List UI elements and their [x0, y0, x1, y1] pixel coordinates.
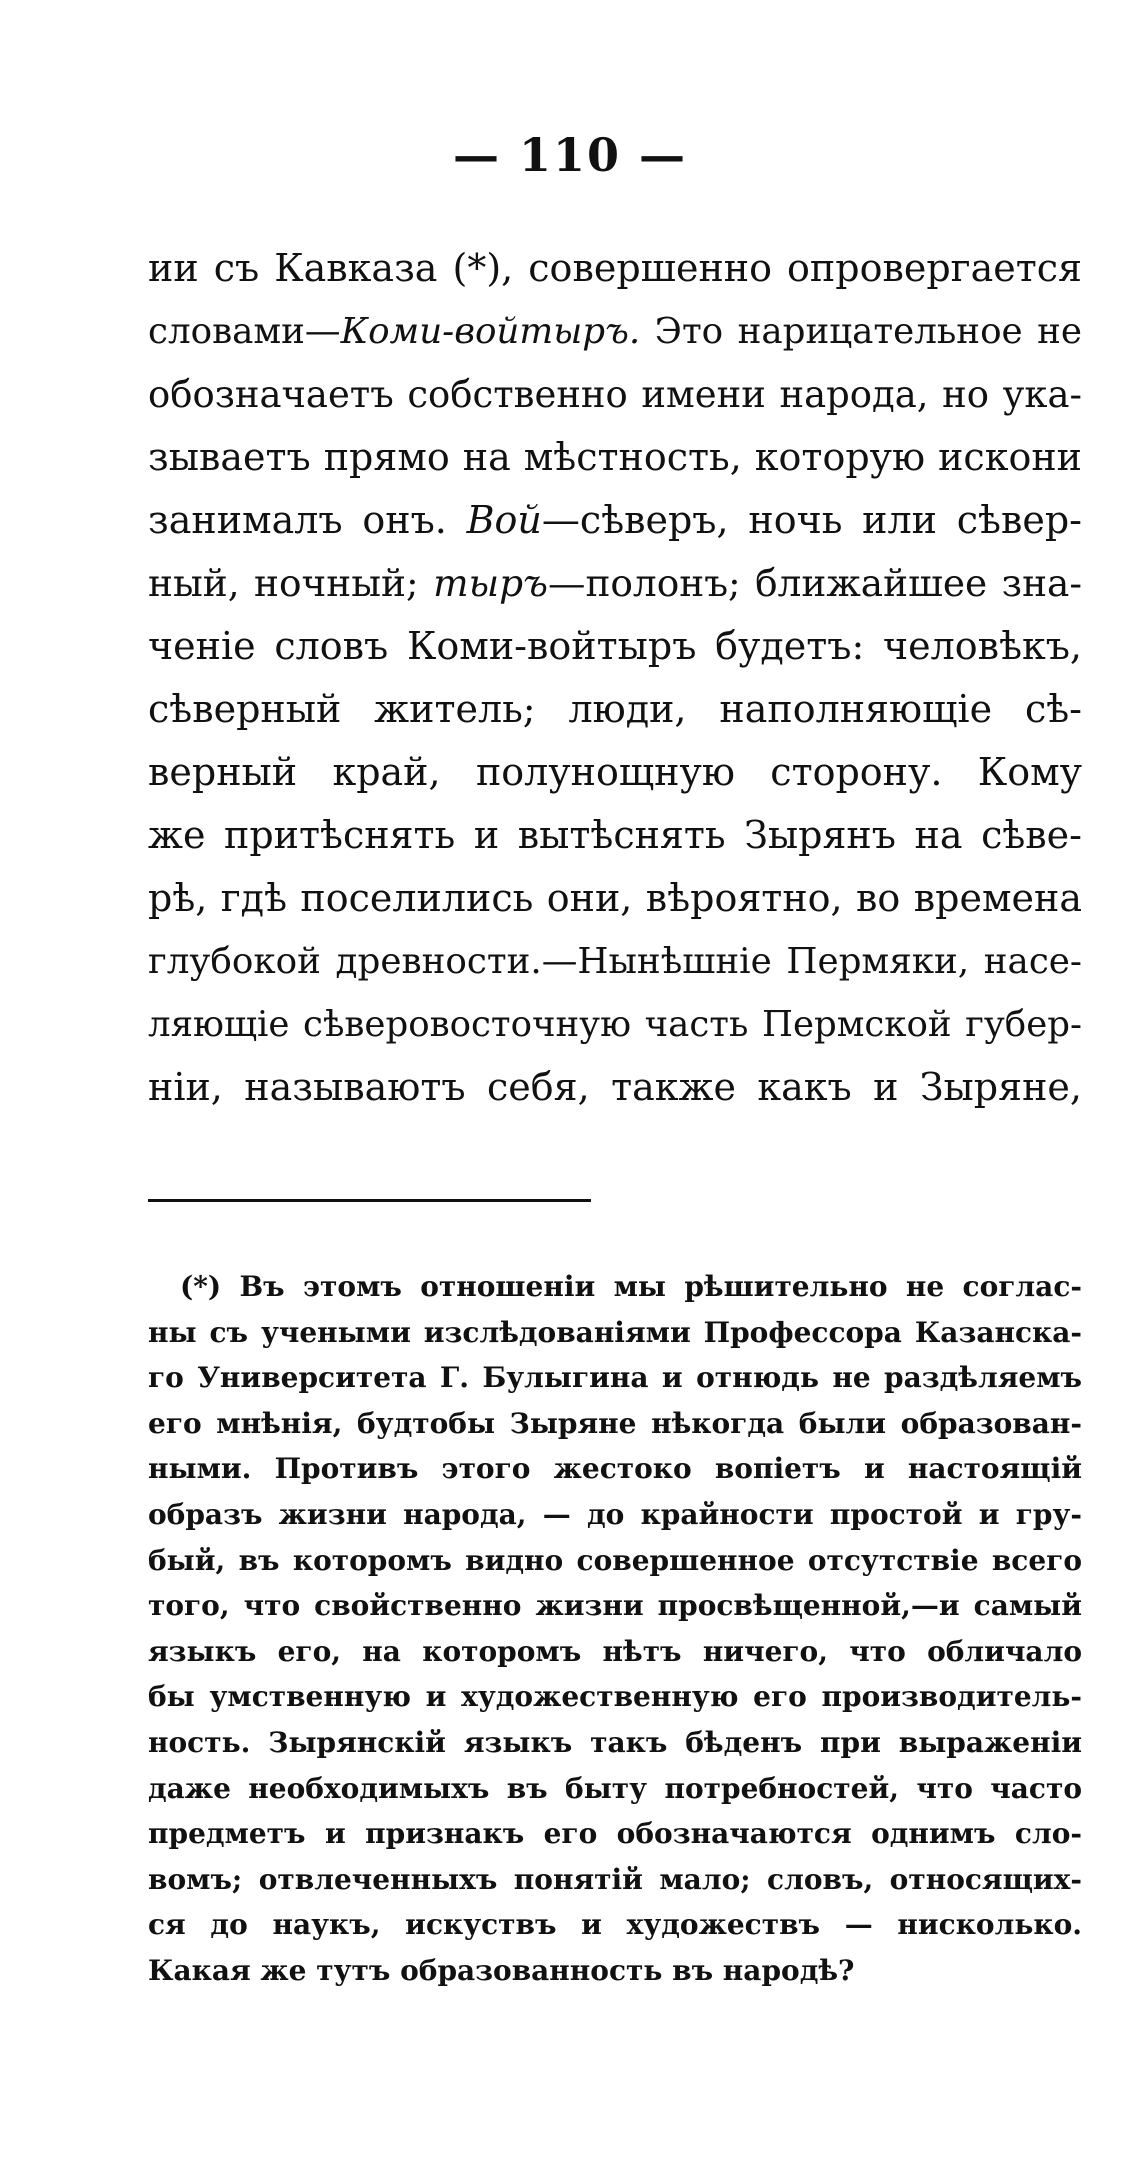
text-line: же притѣснять и вытѣснять Зырянъ на сѣве- [148, 813, 1082, 857]
text-line: ляющіе сѣверовосточную часть Пермской губер- [148, 1004, 1082, 1045]
text-line: зываетъ прямо на мѣстность, которую искони [148, 435, 1082, 479]
main-text [148, 237, 1082, 1119]
footnote-line: предметъ и признакъ его обозначаются однимъ сло- [148, 1817, 1082, 1851]
footnote-line: (*) Въ этомъ отношеніи мы рѣшительно не соглас- [180, 1270, 1082, 1303]
footnote-line: даже необходимыхъ въ быту потребностей, что часто [148, 1771, 1082, 1805]
footnote-line: его мнѣнія, будтобы Зыряне нѣкогда были образован- [148, 1406, 1082, 1440]
text-line: ченіе словъ Коми-войтыръ будетъ: человѣкъ, [148, 624, 1082, 668]
text-line: глубокой древности.—Нынѣшніе Пермяки, насе- [148, 941, 1082, 982]
italic-term: Коми-войтыръ. [340, 311, 641, 352]
text-line: словами—Коми-войтыръ. Это нарицательное не [148, 311, 1082, 352]
text-line: обозначаетъ собственно имени народа, но ука- [148, 373, 1082, 416]
footnote-line: бы умственную и художественную его производитель- [148, 1680, 1082, 1714]
footnote-line: вомъ; отвлеченныхъ понятій мало; словъ, относящих- [148, 1862, 1082, 1896]
footnote-line: ными. Противъ этого жестоко вопіетъ и настоящій [148, 1452, 1082, 1486]
text-line: занималъ онъ. Вой—сѣверъ, ночь или сѣвер- [148, 498, 1083, 542]
text-line: верный край, полунощную сторону. Кому [148, 750, 1082, 794]
footnote-line: того, что свойственно жизни просвѣщенной,—и самый [148, 1589, 1082, 1623]
footnote-line: Какая же тутъ образованность въ народѣ? [148, 1953, 855, 1987]
text-line: ии съ Кавказа (*), совершенно опровергается [148, 246, 1082, 290]
footnote-line: ность. Зырянскій языкъ такъ бѣденъ при выраженіи [148, 1725, 1082, 1759]
footnote-line: образъ жизни народа, — до крайности простой и гру- [148, 1497, 1082, 1531]
text-line: ніи, называютъ себя, также какъ и Зыряне, [148, 1065, 1082, 1109]
footnote-line: ны съ учеными изслѣдованіями Профессора Казанска- [148, 1315, 1082, 1349]
footnote-line: ся до наукъ, искуствъ и художествъ — нисколько. [148, 1908, 1082, 1942]
footnote-line: бый, въ которомъ видно совершенное отсутствіе всего [148, 1543, 1082, 1577]
italic-term: тыръ [433, 561, 548, 605]
footnote-divider [148, 1199, 591, 1202]
footnote-line: го Университета Г. Булыгина и отнюдь не раздѣляемъ [148, 1361, 1082, 1395]
text-line: сѣверный житель; люди, наполняющіе сѣ- [148, 687, 1082, 731]
footnote-line: языкъ его, на которомъ нѣтъ ничего, что обличало [148, 1634, 1082, 1668]
page-number: — 110 — [452, 128, 688, 182]
italic-term: Вой [466, 498, 542, 542]
text-line: рѣ, гдѣ поселились они, вѣроятно, во времена [148, 876, 1082, 920]
text-line: ный, ночный; тыръ—полонъ; ближайшее зна- [148, 561, 1082, 605]
footnote [148, 1264, 1082, 1994]
